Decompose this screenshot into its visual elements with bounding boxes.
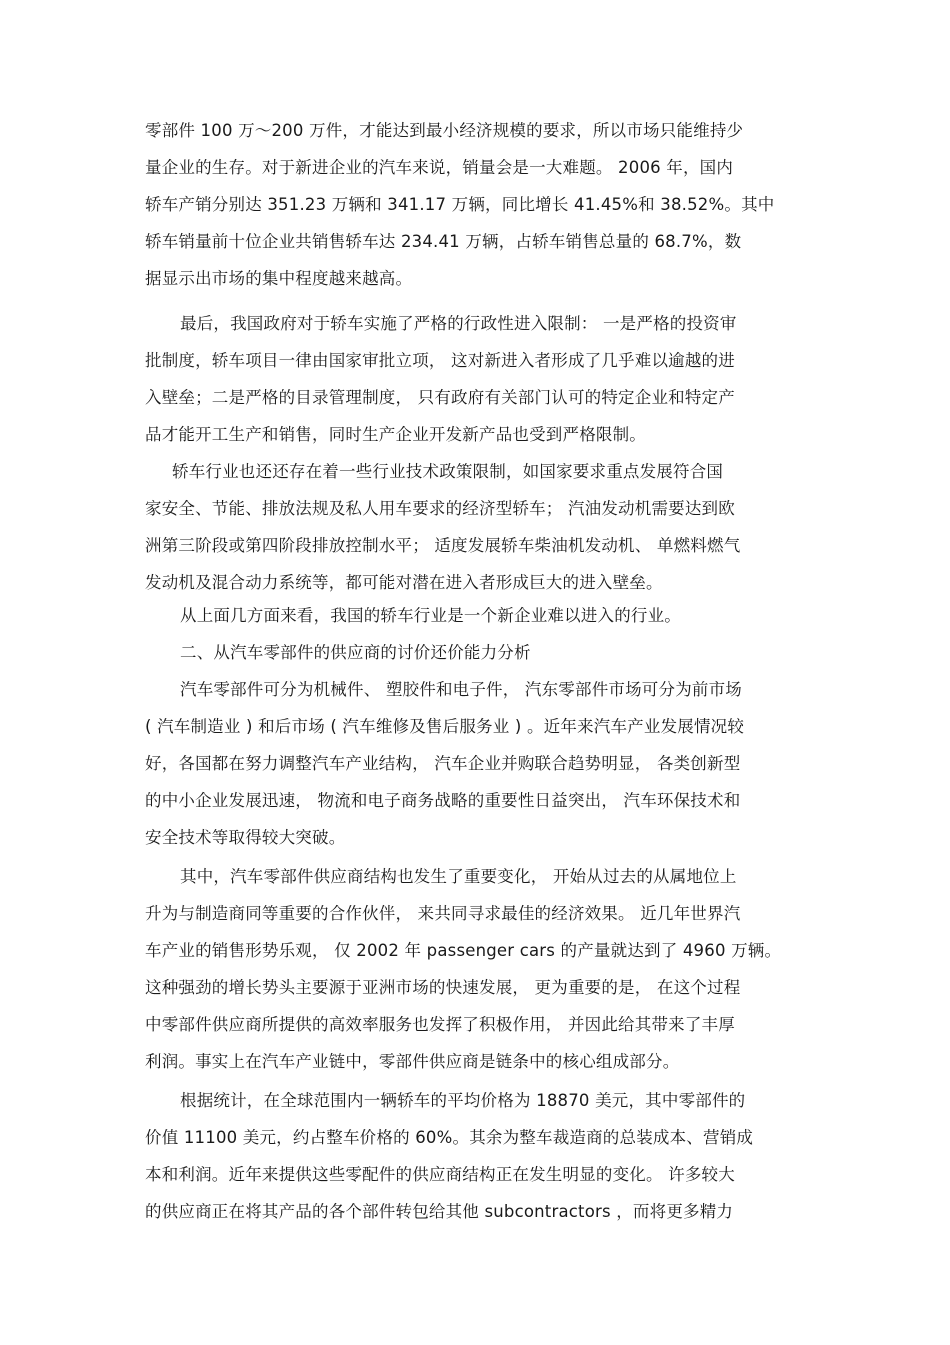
text-line: 的中小企业发展迅速， 物流和电子商务战略的重要性日益突出， 汽车环保技术和: [145, 791, 741, 810]
text-line: 汽车零部件可分为机械件、 塑胶件和电子件， 汽东零部件市场可分为前市场: [180, 680, 742, 699]
text-line: 入壁垒；二是严格的目录管理制度， 只有政府有关部门认可的特定企业和特定产: [145, 388, 735, 407]
text-line: 这种强劲的增长势头主要源于亚洲市场的快速发展， 更为重要的是， 在这个过程: [145, 978, 741, 997]
text-line: 根据统计，在全球范围内一辆轿车的平均价格为 18870 美元，其中零部件的: [180, 1091, 746, 1110]
text-line: 发动机及混合动力系统等，都可能对潜在进入者形成巨大的进入壁垒。: [145, 573, 663, 592]
text-line: 好，各国都在努力调整汽车产业结构， 汽车企业并购联合趋势明显， 各类创新型: [145, 754, 741, 773]
text-line: 车产业的销售形势乐观， 仅 2002 年 passenger cars 的产量就达到了 4960 万辆。: [145, 941, 782, 960]
text-line: 洲第三阶段或第四阶段排放控制水平； 适度发展轿车柴油机发动机、 单燃料燃气: [145, 536, 741, 555]
text-line: 中零部件供应商所提供的高效率服务也发挥了积极作用， 并因此给其带来了丰厚: [145, 1015, 735, 1034]
text-line: 家安全、节能、排放法规及私人用车要求的经济型轿车； 汽油发动机需要达到欧: [145, 499, 735, 518]
text-line: 本和利润。近年来提供这些零配件的供应商结构正在发生明显的变化。 许多较大: [145, 1165, 735, 1184]
text-line: 升为与制造商同等重要的合作伙伴， 来共同寻求最佳的经济效果。 近几年世界汽: [145, 904, 741, 923]
text-line: 其中，汽车零部件供应商结构也发生了重要变化， 开始从过去的从属地位上: [180, 867, 737, 886]
text-line: 批制度，轿车项目一律由国家审批立项， 这对新进入者形成了几乎难以逾越的进: [145, 351, 735, 370]
text-line: 的供应商正在将其产品的各个部件转包给其他 subcontractors ，而将更多精力: [145, 1202, 734, 1221]
text-line: 轿车产销分别达 351.23 万辆和 341.17 万辆，同比增长 41.45%和 38.52%。其中: [145, 195, 775, 214]
text-line: 利润。事实上在汽车产业链中，零部件供应商是链条中的核心组成部分。: [145, 1052, 680, 1071]
text-line: 轿车销量前十位企业共销售轿车达 234.41 万辆，占轿车销售总量的 68.7%，数: [145, 232, 742, 251]
text-line: 量企业的生存。对于新进企业的汽车来说，销量会是一大难题。 2006 年，国内: [145, 158, 734, 177]
text-line: 从上面几方面来看，我国的轿车行业是一个新企业难以进入的行业。: [180, 606, 681, 625]
text-line: 零部件 100 万～200 万件，才能达到最小经济规模的要求，所以市场只能维持少: [145, 121, 744, 140]
text-line: 据显示出市场的集中程度越来越高。: [145, 269, 413, 288]
section-heading: 二、从汽车零部件的供应商的讨价还价能力分析: [180, 643, 531, 662]
text-line: 轿车行业也还还存在着一些行业技术政策限制，如国家要求重点发展符合国: [172, 462, 724, 481]
text-line: ( 汽车制造业 ) 和后市场 ( 汽车维修及售后服务业 ) 。近年来汽车产业发展情况较: [145, 717, 745, 736]
text-line: 价值 11100 美元，约占整车价格的 60%。其余为整车裁造商的总装成本、营销成: [145, 1128, 754, 1147]
text-line: 最后，我国政府对于轿车实施了严格的行政性进入限制： 一是严格的投资审: [180, 314, 737, 333]
text-line: 品才能开工生产和销售，同时生产企业开发新产品也受到严格限制。: [145, 425, 646, 444]
text-line: 安全技术等取得较大突破。: [145, 828, 346, 847]
